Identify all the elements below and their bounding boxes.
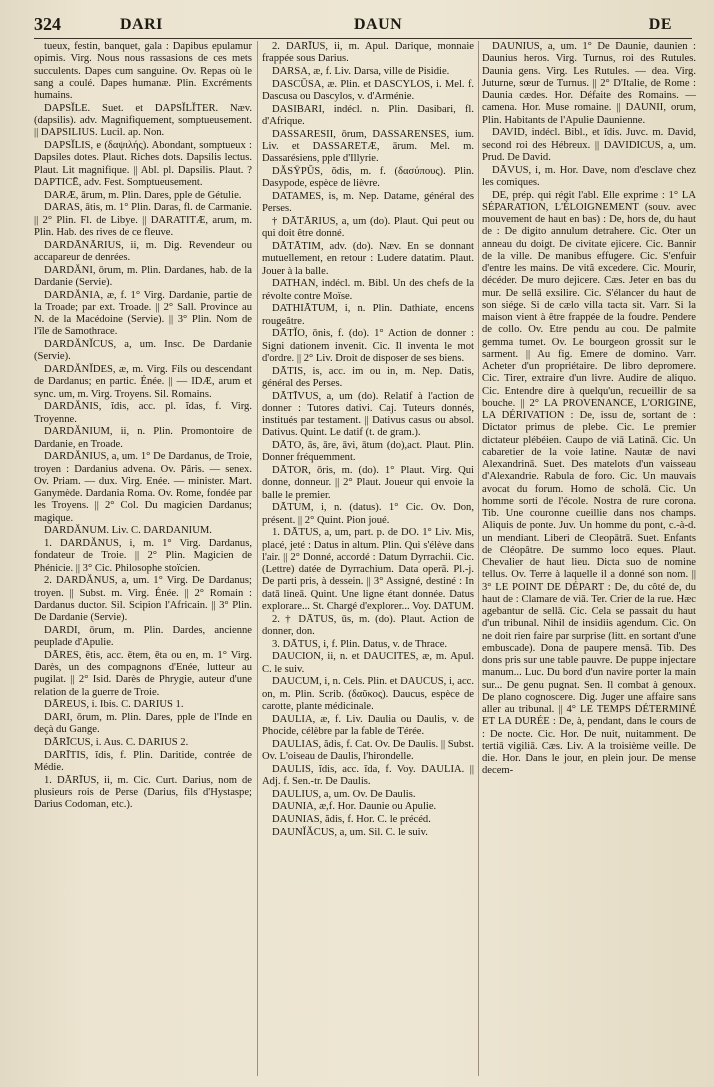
dictionary-entry: DAULIA, æ, f. Liv. Daulia ou Daulis, v. de Phocide, célèbre par la fable de Térée. <box>262 713 474 737</box>
guide-word-left: DARI <box>120 16 163 33</box>
dictionary-entry: 2. DARDĂNUS, a, um. 1° Virg. De Dardanus; troyen. || Subst. m. Virg. Énée. || 2° Romain : Dardanus ductor. Sil. Scipion l'Africain. || 3° Plin. De Dardanie (Servie). <box>34 575 252 623</box>
dictionary-column-3 <box>482 41 696 1081</box>
dictionary-entry: DĀTIS, is, acc. im ou in, m. Nep. Datis, général des Perses. <box>262 365 474 389</box>
dictionary-entry: DATAMES, is, m. Nep. Datame, général des Perses. <box>262 191 474 215</box>
dictionary-entry: DĀTUM, i, n. (datus). 1° Cic. Ov. Don, présent. || 2° Quint. Pion joué. <box>262 502 474 526</box>
column-divider <box>478 41 479 1076</box>
dictionary-entry: DAUCUM, i, n. Cels. Plin. et DAUCUS, i, acc. on, m. Plin. Scrib. (δαῦκος). Daucus, espèce de carotte, plante médicinale. <box>262 676 474 712</box>
dictionary-entry: 3. DĀTUS, i, f. Plin. Datus, v. de Thrace. <box>272 638 448 650</box>
dictionary-entry: DAULIAS, ădis, f. Cat. Ov. De Daulis. || Subst. Ov. L'oiseau de Daulis, l'hirondelle. <box>262 738 474 762</box>
dictionary-entry: DĀTĀTIM, adv. (do). Næv. En se donnant mutuellement, en retour : Ludere datatim. Plaut. Jouer à la balle. <box>262 241 474 277</box>
dictionary-column-1 <box>34 41 252 1081</box>
dictionary-entry: DĀTĬO, ōnis, f. (do). 1° Action de donner : Signi dationem invenit. Cic. Il inventa le mot d'ordre. || 2° Liv. Droit de disposer de ses biens. <box>262 328 474 364</box>
dictionary-entry: DĀTOR, ōris, m. (do). 1° Plaut. Virg. Qui donne, donneur. || 2° Plaut. Joueur qui envoie la balle le premier. <box>262 465 474 501</box>
column-divider <box>257 41 258 1076</box>
dictionary-entry: DĀREUS, i. Ibis. C. DARIUS 1. <box>44 699 184 711</box>
dictionary-entry: DAULIS, ĭdis, acc. ĭda, f. Voy. DAULIA. || Adj. f. Sen.-tr. De Daulis. <box>262 763 474 787</box>
dictionary-entry: DARI, ōrum, m. Plin. Dares, pple de l'Inde en deçà du Gange. <box>34 712 252 736</box>
dictionary-entry: DARDĂNIUS, a, um. 1° De Dardanus, de Troie, troyen : Dardanius advena. Ov. Pâris. — senex. Ov. Priam. — dux. Virg. Enée. — minister. Mart. Ganymède. Dardania Roma. Ov. Rome, fondée par les Troyens. || 2° Col. Du magicien Dardanus; magique. <box>34 451 252 524</box>
dictionary-entry: DĀRES, ētis, acc. ētem, ēta ou en, m. 1° Virg. Darès, un des compagnons d'Enée, lutteur au pugilat. || 2° Isid. Darès de Phrygie, auteur d'une relation de la guerre de Troie. <box>34 649 252 698</box>
dictionary-entry: DARDĂNĬCUS, a, um. Insc. De Dardanie (Servie). <box>34 339 252 363</box>
dictionary-entry: DĂSŸPŪS, ŏdis, m. f. (δασύπους). Plin. Dasypode, espèce de lièvre. <box>262 166 474 190</box>
dictionary-entry: DĀRĪCUS, i. Aus. C. DARIUS 2. <box>44 737 189 748</box>
header-rule <box>34 38 692 39</box>
dictionary-entry: DAPSĬLIS, e (δαψιλής). Abondant, somptueux : Dapsiles dotes. Plaut. Riches dots. Dapsilis lectus. Plaut. Lit magnifique. || Abl. pl. Dapsilis. Plaut. ? DAPTICĒ, adv. Fest. Somptueusement. <box>34 140 252 188</box>
dictionary-entry: DAPSĬLE. Suet. et DAPSĬLĬTER. Næv. (dapsilis). adv. Magnifiquement, somptueusement. || DAPSILIUS. Lucil. ap. Non. <box>34 102 252 139</box>
dictionary-entry: DAULIUS, a, um. Ov. De Daulis. <box>272 788 416 800</box>
dictionary-entry: DARĪTIS, ĭdis, f. Plin. Daritide, contrée de Médie. <box>34 749 252 773</box>
dictionary-entry: DASIBARI, indécl. n. Plin. Dasibari, fl. d'Afrique. <box>262 103 474 127</box>
dictionary-entry: DARDĂNUM. Liv. C. DARDANIUM. <box>44 525 212 537</box>
dictionary-entry: 2. DARĪUS, ii, m. Apul. Darique, monnaie frappée sous Darius. <box>262 41 474 65</box>
dictionary-entry: 1. DARDĂNUS, i, m. 1° Virg. Dardanus, fondateur de Troie. || 2° Plin. Magicien de Phénicie. || 3° Cic. Philosophe stoïcien. <box>34 538 252 574</box>
dictionary-entry: DARDĂNĬDES, æ, m. Virg. Fils ou descendant de Dardanus; en partic. Énée. || — IDÆ, arum et sync. um, m. Virg. Troyens. Sil. Romains. <box>34 364 252 400</box>
page-number: 324 <box>34 14 61 34</box>
dictionary-entry: DARDĂNI, ōrum, m. Plin. Dardanes, hab. de la Dardanie (Servie). <box>34 264 252 288</box>
dictionary-entry: DARDĂNIUM, ii, n. Plin. Promontoire de Dardanie, en Troade. <box>34 426 252 450</box>
dictionary-entry: DAUNIAS, ădis, f. Hor. C. le précéd. <box>272 814 431 825</box>
dictionary-entry: DAVID, indécl. Bibl., et ĭdis. Juvc. m. David, second roi des Hébreux. || DAVIDICUS, a, um. Prud. De David. <box>482 127 696 163</box>
dictionary-entry: DAUNIA, æ,f. Hor. Daunie ou Apulie. <box>272 801 437 813</box>
dictionary-entry: DASCŪSA, æ. Plin. et DASCYLOS, i. Mel. f. Dascusa ou Dascylos, v. d'Arménie. <box>262 78 474 102</box>
dictionary-entry: 1. DĀRĪUS, ii, m. Cic. Curt. Darius, nom de plusieurs rois de Perse (Darius, fils d'Hystaspe; Darius Codoman, etc.). <box>34 774 252 811</box>
dictionary-entry: DASSARESII, ōrum, DASSARENSES, ium. Liv. et DASSARETÆ, ārum. Mel. m. Dassarésiens, pple d'Illyrie. <box>262 128 474 165</box>
dictionary-entry: DĀTO, ās, āre, āvi, ātum (do),act. Plaut. Plin. Donner fréquemment. <box>262 440 474 464</box>
dictionary-entry: DARDI, ōrum, m. Plin. Dardes, ancienne peuplade d'Apulie. <box>34 624 252 648</box>
dictionary-entry: DĀVUS, i, m. Hor. Dave, nom d'esclave chez les comiques. <box>482 164 696 188</box>
dictionary-entry: DARDĂNIS, ĭdis, acc. pl. ĭdas, f. Virg. Troyenne. <box>34 401 252 425</box>
dictionary-entry: DARÆ, ārum, m. Plin. Dares, pple de Gétulie. <box>44 189 242 201</box>
dictionary-entry: DARAS, ātis, m. 1° Plin. Daras, fl. de Carmanie. || 2° Plin. Fl. de Libye. || DARATITÆ, arum, m. Plin. Hab. des rives de ce fleuve. <box>34 202 252 238</box>
guide-word-middle: DAUN <box>354 16 403 33</box>
dictionary-entry: DARDĀNĀRIUS, ii, m. Dig. Revendeur ou accapareur de denrées. <box>34 239 252 263</box>
dictionary-entry: tueux, festin, banquet, gala : Dapibus epulamur opimis. Virg. Nous nous rassasions de ces mets succulents. Dapes cum sanguine. Ov. Repas où le sang a coulé. Dapes humanæ. Plin. Excréments humains. <box>34 41 252 101</box>
dictionary-entry: 1. DĀTUS, a, um, part. p. de DO. 1° Liv. Mis, placé, jeté : Datus in altum. Plin. Qui s'élève dans l'air. || 2° Donné, accordé : Datum Dyrrachii. Cic. (Lettre) datée de Dyrrachium. Data operā. Pl.-j. De parti pris, à dessein. || 3° Assigné, destiné : In datā lineā. Quint. Une ligne étant donnée. Datus explorare... St. Chargé d'explorer... Voy. DATUM. <box>262 527 474 612</box>
dictionary-entry: DAUCION, ii, n. et DAUCITES, æ, m. Apul. C. le suiv. <box>262 651 474 675</box>
dictionary-entry: DARDĂNIA, æ, f. 1° Virg. Dardanie, partie de la Troade; par ext. Troade. || 2° Sall. Province au N. de la Macédoine (Servie). || 3° Plin. Nom de l'île de Samothrace. <box>34 289 252 338</box>
dictionary-entry: DE, prép. qui régit l'abl. Elle exprime : 1° LA SÉPARATION, L'ÉLOIGNEMENT (souv. avec mouvement de haut en bas) : De, hors de, du haut de : De digito annulum detrahere. Cic. Oter un anneau du doigt. De civitate ejicere. Cic. Bannir de la ville. De manibus effugere. Cic. S'enfuir d'entre les mains. De vitâ excedere. Cic. Mourir, décéder. De muro dejicere. Cæs. Jeter en bas du mur. De sellā exsilire. Cic. S'élancer du haut de son siége. Si de cælo villa tacta sit. Varr. Si la maison vient à être frappée de la foudre. Pendere de collo. Ov. Etre pendu au cou. De palmite gemma tumet. Ov. Le bourgeon grossit sur le sarment. || Au fig. Emere de domino. Varr. Acheter d'un propriétaire. De libro depromere. Cic. Tirer, extraire d'un livre. Audire de aliquo. Cic. Entendre dire à quelqu'un, recueillir de sa bouche. || 2° LA PROVENANCE, L'ORIGINE, LA DÉRIVATION : De, issu de, sortant de : Dictator primus de plebe. Cic. Le premier dictateur plébéien. Caupo de viā Latinā. Cic. Un cabaretier de la voie latine. Nautæ de navi Alexandrinā. Suet. Des matelots d'un vaisseau d'Alexandrie. Rabula de foro. Cic. Un mauvais avocat du forum. Homo de scholā. Cic. Un homme sorti de l'école. Nostra de rure corona. Tib. Une couronne cueillie dans nos champs. Aliquis de ponte. Juv. Un homme du pont, c.-à-d. un mendiant. Liberi de Cleopātrā. Suet. Enfants de Cléopâtre. De summo loco eques. Plaut. Chevalier de haut lieu. Dicta suo de nomine tellus. Ov. Terre à laquelle il a donné son nom. || 3° LE POINT DE DÉPART : De, du côté de, du haut de : Clamare de viā. Ter. Crier de la rue. Hæc agebantur de sellā. Cic. Cela se passait du haut d'un tribunal. Nihil de insidiis agendum. Cic. On ne doit rien faire par surprise (litt. en sortant d'une embuscade). Dona de paupere mensā. Tib. Des dons pris sur une table pauvre. De puppe injectare manum... Luc. Du bord d'un navire porter la main sur... De genu pugnat. Sen. Il combat à genoux. De plano cognoscere. Dig. Juger une affaire sans aller au tribunal. || 4° LE TEMPS DÉTERMINÉ ET LA DURÉE : De, à, pendant, dans le cours de : De nocte. Cic. Hor. De nuit, nuitamment. De tertiā vigiliā. Cæs. Liv. A la troisième veille. De die. Hor. Dans le jour, en plein jour. De mense decem- <box>482 189 696 777</box>
page-header <box>34 14 692 36</box>
dictionary-entry: DATHAN, indécl. m. Bibl. Un des chefs de la révolte contre Moïse. <box>262 278 474 302</box>
dictionary-entry: DĀTĪVUS, a, um (do). Relatif à l'action de donner : Tutores dativi. Caj. Tuteurs donnés, institués par testament. || Dativus casus ou absol. Dativus. Quint. Le datif (t. de gram.). <box>262 390 474 439</box>
dictionary-entry: 2. † DĀTUS, ūs, m. (do). Plaut. Action de donner, don. <box>262 613 474 637</box>
dictionary-entry: DAUNIUS, a, um. 1° De Daunie, daunien : Daunius heros. Virg. Turnus, roi des Rutules. Daunia gens. Virg. Les Rutules. — dea. Virg. Juturne, sœur de Turnus. || 2° D'Italie, de Rome : Daunia cædes. Hor. Défaite des Romains. — camena. Hor. Muse romaine. || DAUNII, orum, Plin. Habitants de l'Apulie Daunienne. <box>482 41 696 126</box>
dictionary-entry: † DĀTĀRIUS, a, um (do). Plaut. Qui peut ou qui doit être donné. <box>262 216 474 240</box>
dictionary-entry: DARSA, æ, f. Liv. Darsa, ville de Pisidie. <box>272 66 450 77</box>
dictionary-entry: DATHIĀTUM, i, n. Plin. Dathiate, encens rougeâtre. <box>262 303 474 327</box>
guide-word-right: DE <box>648 16 672 33</box>
dictionary-column-2 <box>262 41 474 1081</box>
dictionary-entry: DAUNĬĂCUS, a, um. Sil. C. le suiv. <box>272 826 428 838</box>
